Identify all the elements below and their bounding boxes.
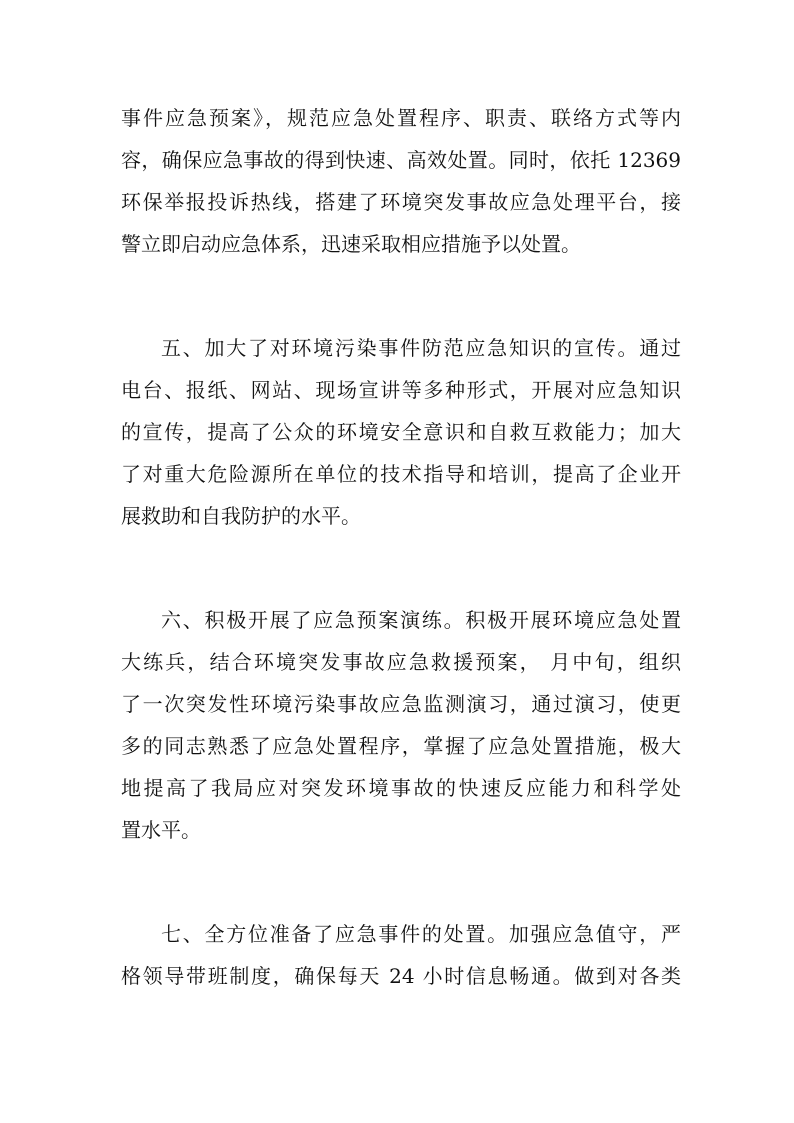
text-line: 容，确保应急事故的得到快速、高效处置。同时，依托 12369 [121, 148, 681, 172]
text-line: 格领导带班制度，确保每天 24 小时信息畅通。做到对各类 [121, 964, 681, 988]
text-line: 事件应急预案》，规范应急处置程序、职责、联络方式等内 [121, 106, 681, 130]
text-line: 警立即启动应急体系，迅速采取相应措施予以处置。 [121, 232, 581, 256]
text-line: 展救助和自我防护的水平。 [121, 504, 361, 528]
text-line: 了一次突发性环境污染事故应急监测演习，通过演习，使更 [121, 692, 681, 716]
text-line: 的宣传，提高了公众的环境安全意识和自救互救能力；加大 [121, 420, 681, 444]
text-line: 环保举报投诉热线，搭建了环境突发事故应急处理平台，接 [121, 190, 681, 214]
text-line: 多的同志熟悉了应急处置程序，掌握了应急处置措施，极大 [121, 734, 681, 758]
text-line: 五、加大了对环境污染事件防范应急知识的宣传。通过 [161, 336, 681, 360]
text-line: 置水平。 [121, 818, 201, 842]
text-line: 七、全方位准备了应急事件的处置。加强应急值守，严 [161, 922, 681, 946]
text-line: 地提高了我局应对突发环境事故的快速反应能力和科学处 [121, 776, 681, 800]
text-line: 电台、报纸、网站、现场宣讲等多种形式，开展对应急知识 [121, 378, 681, 402]
text-line: 六、积极开展了应急预案演练。积极开展环境应急处置 [161, 608, 681, 632]
text-line: 了对重大危险源所在单位的技术指导和培训，提高了企业开 [121, 462, 681, 486]
text-line: 大练兵，结合环境突发事故应急救援预案， 月中旬，组织 [121, 650, 681, 674]
